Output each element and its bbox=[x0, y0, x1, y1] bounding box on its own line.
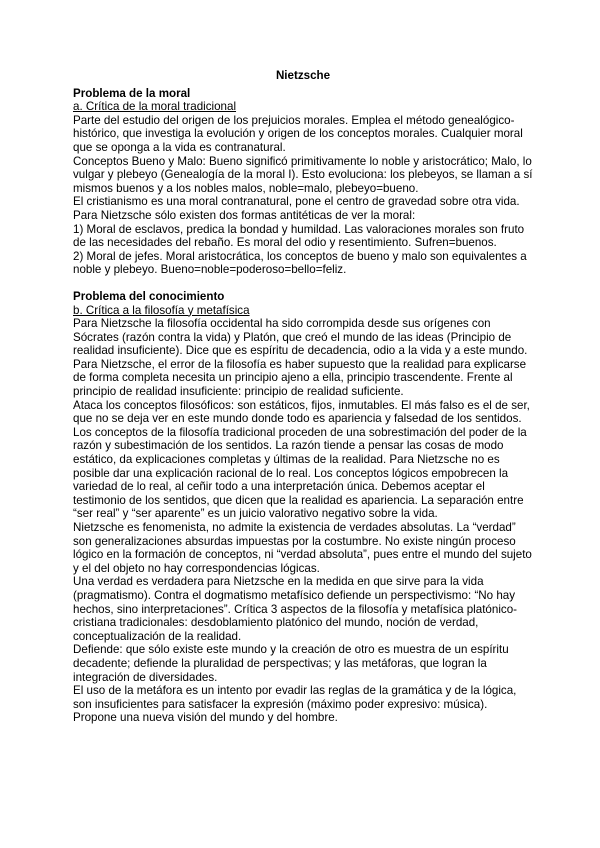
section-moral bbox=[73, 87, 533, 277]
section-subheading: a. Crítica de la moral tradicional bbox=[73, 100, 237, 114]
section-subheading: b. Crítica a la filosofía y metafísica bbox=[73, 303, 250, 317]
paragraph: Defiende: que sólo existe este mundo y la creación de otro es muestra de un espíritu decadente; defiende la pluralidad de perspectivas; y las metáforas, que logran la integración de diversidades. bbox=[73, 643, 509, 684]
paragraph: Para Nietzsche sólo existen dos formas antitéticas de ver la moral: bbox=[73, 208, 416, 222]
paragraph: Ataca los conceptos filosóficos: son estáticos, fijos, inmutables. El más falso es el de ser, que no se deja ver en este mundo donde todo es apariencia y falsedad de los sentidos. Los conceptos de la filosofía tradicional proceden de una sobrestimación del poder de la razón y subestimación de los sentidos. La razón tiende a pensar las cosas de modo estático, da explicaciones completas y últimas de la realidad. Para Nietzsche no es posible dar una explicación racional de lo real. Los conceptos lógicos empobrecen la variedad de lo real, al ceñir todo a una interpretación única. Debemos aceptar el testimonio de los sentidos, que dicen que la realidad es apariencia. La separación entre “ser real” y “ser aparente” es un juicio valorativo negativo sobre la vida. bbox=[73, 398, 530, 521]
document-body bbox=[73, 69, 533, 725]
paragraph: 2) Moral de jefes. Moral aristocrática, los conceptos de bueno y malo son equivalentes a noble y plebeyo. Bueno=noble=poderoso=bello=feliz. bbox=[73, 249, 527, 277]
paragraph: 1) Moral de esclavos, predica la bondad y humildad. Las valoraciones morales son fruto de las necesidades del rebaño. Es moral del odio y resentimiento. Sufren=buenos. bbox=[73, 222, 525, 250]
paragraph: Parte del estudio del origen de los prejuicios morales. Emplea el método genealógico-histórico, que investiga la evolución y origen de los conceptos morales. Cualquier moral que se oponga a la vida es contranatural. bbox=[73, 113, 523, 154]
document-title: Nietzsche bbox=[275, 69, 331, 82]
section-heading: Problema de la moral bbox=[73, 86, 191, 100]
paragraph: Para Nietzsche, el error de la filosofía es haber supuesto que la realidad para explicarse de forma completa necesita un principio ajeno a ella, principio trascendente. Frente al principio de realidad insuficiente: principio de realidad suficiente. bbox=[73, 357, 527, 399]
section-spacer bbox=[73, 277, 533, 290]
section-conocimiento bbox=[73, 290, 533, 725]
paragraph: Nietzsche es fenomenista, no admite la existencia de verdades absolutas. La “verdad” son generalizaciones absurdas impuestas por la costumbre. No existe ningún proceso lógico en la formación de conceptos, ni “verdad absoluta”, pues entre el mundo del sujeto y el del objeto no hay correspondencias lógicas. bbox=[73, 521, 532, 575]
section-heading: Problema del conocimiento bbox=[73, 289, 225, 303]
paragraph: Una verdad es verdadera para Nietzsche en la medida en que sirve para la vida (pragmatismo). Contra el dogmatismo metafísico defiende un perspectivismo: “No hay hechos, sino interpretaciones”. Crítica 3 aspectos de la filosofía y metafísica platónico-cristiana tradicionales: desdoblamiento platónico del mundo, noción de verdad, conceptualización de la realidad. bbox=[73, 575, 518, 643]
paragraph: El cristianismo es una moral contranatural, pone el centro de gravedad sobre otra vida. bbox=[73, 195, 520, 209]
paragraph: Conceptos Bueno y Malo: Bueno significó primitivamente lo noble y aristocrático; Malo, lo vulgar y plebeyo (Genealogía de la moral I). Esto evoluciona: los plebeyos, se llaman a sí mismos buenos y a los nobles malos, noble=malo, plebeyo=bueno. bbox=[73, 154, 533, 195]
paragraph: Para Nietzsche la filosofía occidental ha sido corrompida desde sus orígenes con Sócrates (razón contra la vida) y Platón, que creó el mundo de las ideas (Principio de realidad insuficiente). Dice que es espíritu de decadencia, odio a la vida y a este mundo. bbox=[73, 317, 528, 358]
paragraph: El uso de la metáfora es un intento por evadir las reglas de la gramática y de la lógica, son insuficientes para satisfacer la expresión (máximo poder expresivo: música). Propone una nueva visión del mundo y del hombre. bbox=[73, 684, 517, 725]
